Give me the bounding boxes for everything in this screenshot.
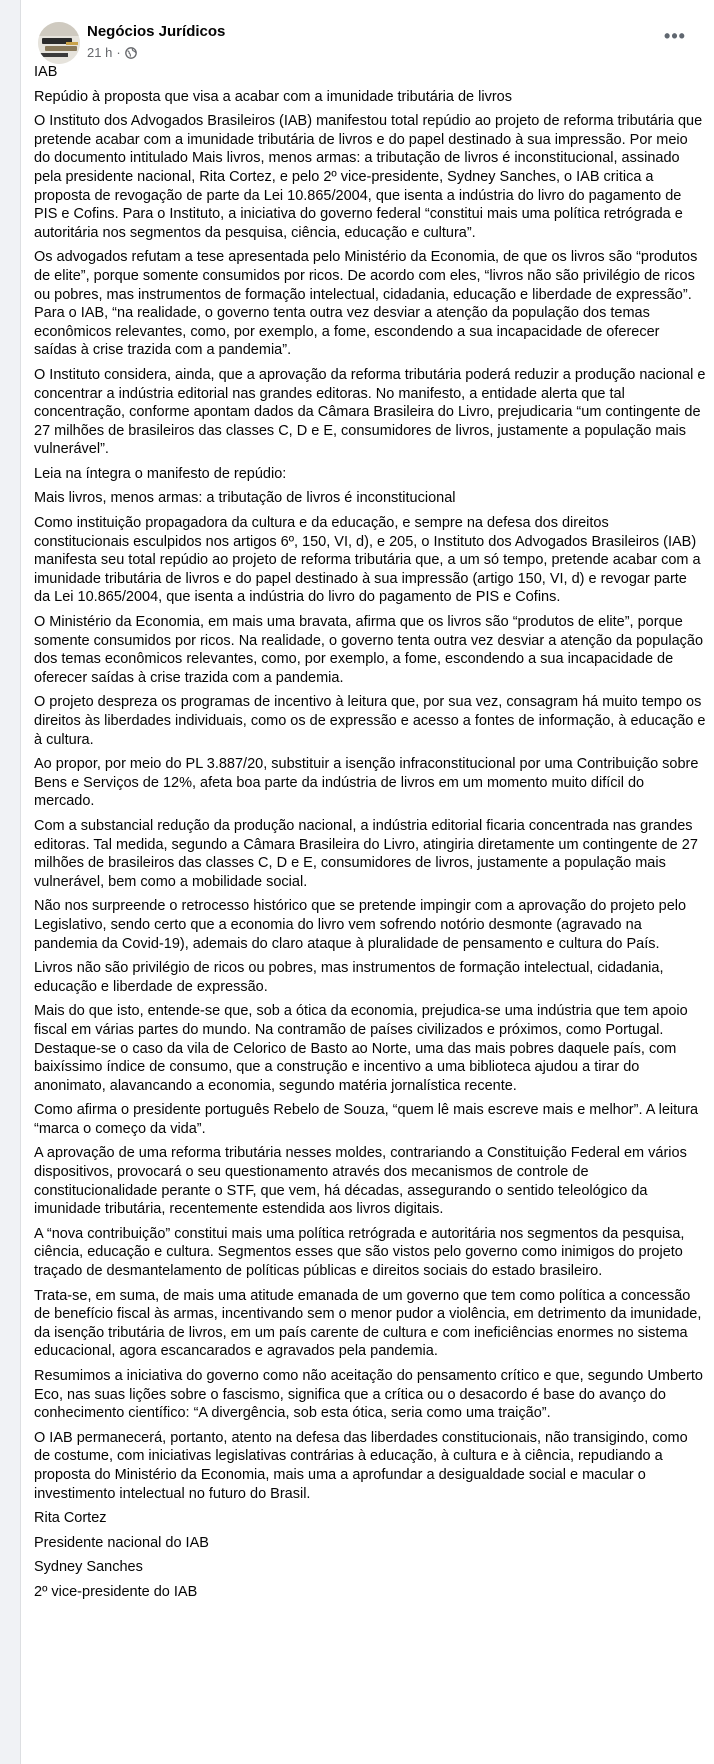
- post-card: [20, 0, 714, 1764]
- post-paragraph: O Ministério da Economia, em mais uma bravata, afirma que os livros são “produtos de elite”, porque somente consumidos por ricos. Na realidade, o governo tenta outra vez desviar a atenção da população dos temas econômicos relevantes, como, por exemplo, a fome, escondendo a sua incapacidade de oferecer saídas à crise trazida com a pandemia.: [34, 614, 704, 686]
- post-paragraph: Com a substancial redução da produção nacional, a indústria editorial ficaria concentrada nas grandes editoras. Tal medida, segundo a Câmara Brasileira do Livro, atingiria diretamente um contingente de 27 milhões de brasileiros das classes C, D e E, consumidores de livros, justamente a população mais vulnerável, bem como a mobilidade social.: [34, 817, 698, 890]
- post-paragraph: O Instituto considera, ainda, que a aprovação da reforma tributária poderá reduzir a produção nacional e concentrar a indústria editorial nas grandes editoras. No manifesto, a entidade alerta que tal concentração, conforme apontam dados da Câmara Brasileira do Livro, prejudicaria “um contingente de 27 milhões de brasileiros das classes C, D e E, consumidores de livros, justamente a população mais vulnerável”.: [34, 366, 706, 458]
- signature-name: Sydney Sanches: [34, 1559, 143, 1576]
- more-options-icon[interactable]: •••: [664, 26, 686, 46]
- post-paragraph: O projeto despreza os programas de incentivo à leitura que, por sua vez, consagram há muito tempo os direitos às liberdades individuais, como os de expressão e acesso a fontes de informação, à educação e à cultura.: [34, 694, 706, 748]
- post-paragraph: Repúdio à proposta que visa a acabar com a imunidade tributária de livros: [34, 88, 512, 105]
- post-paragraph: A “nova contribuição” constitui mais uma política retrógrada e autoritária nos segmentos da pesquisa, ciência, educação e cultura. Segmentos esses que são vistos pelo governo como inimigos do projeto traçado de desmantelamento de políticas públicas e direitos sociais do estado brasileiro.: [34, 1225, 685, 1280]
- post-time[interactable]: 21 h: [87, 45, 113, 60]
- post-meta: [87, 45, 137, 60]
- avatar[interactable]: [38, 22, 80, 64]
- meta-separator: ·: [116, 45, 121, 60]
- post-paragraph: O IAB permanecerá, portanto, atento na defesa das liberdades constitucionais, não transigindo, como de costume, com iniciativas legislativas contrárias à educação, à cultura e à ciência, repudiando a proposta do Ministério da Economia, mais uma a aprofundar a desigualdade social e macular o investimento intelectual no futuro do Brasil.: [34, 1429, 688, 1502]
- globe-icon: [125, 47, 137, 59]
- post-paragraph: Como instituição propagadora da cultura e da educação, e sempre na defesa dos direitos constitucionais esculpidos nos artigos 6º, 150, VI, d), e 205, o Instituto dos Advogados Brasileiros (IAB) manifesta seu total repúdio ao projeto de reforma tributária que, a um só tempo, pretende acabar com a imunidade tributária de livros e do papel destinado à sua impressão (artigo 150, VI, d) e revogar parte da Lei 10.865/2004, que isenta a indústria do livro do pagamento de PIS e Cofins.: [34, 515, 701, 606]
- post-paragraph: O Instituto dos Advogados Brasileiros (IAB) manifestou total repúdio ao projeto de reforma tributária que pretende acabar com a imunidade tributária de livros e do papel destinado à sua impressão. Por meio do documento intitulado Mais livros, menos armas: a tributação de livros é inconstitucional, assinado pela presidente nacional, Rita Cortez, e pelo 2º vice-presidente, Sydney Sanches, o IAB critica a proposta de revogação de parte da Lei 10.865/2004, que isenta a indústria do livro do pagamento de PIS e Cofins. Para o Instituto, a iniciativa do governo federal “constitui mais uma política retrógrada e autoritária nos segmentos da pesquisa, ciência, educação e cultura”.: [34, 113, 703, 241]
- post-paragraph: Leia na íntegra o manifesto de repúdio:: [34, 465, 287, 482]
- signature-name: Rita Cortez: [34, 1510, 107, 1527]
- avatar-image: [38, 22, 80, 64]
- post-paragraph: Mais livros, menos armas: a tributação de livros é inconstitucional: [34, 490, 456, 507]
- post-paragraph: Trata-se, em suma, de mais uma atitude emanada de um governo que tem como política a concessão de benefício fiscal às armas, incentivando sem o menor pudor a violência, em detrimento da imunidade, da isenção tributária de livros, em um país carente de cultura e com ineficiências enormes no sistema educacional, agora escancarados e agravados pela pandemia.: [34, 1287, 702, 1360]
- post-paragraph: Os advogados refutam a tese apresentada pelo Ministério da Economia, de que os livros são “produtos de elite”, porque somente consumidos por ricos. De acordo com eles, “livros não são privilégio de ricos ou pobres, mas instrumentos de formação intelectual, cidadania, educação e liberdade de expressão”. Para o IAB, “na realidade, o governo tenta outra vez desviar a atenção da população dos temas econômicos relevantes, como, por exemplo, a fome, escondendo a sua incapacidade de oferecer saídas à crise trazida com a pandemia”.: [34, 249, 698, 359]
- page-name[interactable]: Negócios Jurídicos: [87, 23, 226, 40]
- post-header: [21, 0, 714, 70]
- post-paragraph: Como afirma o presidente português Rebelo de Souza, “quem lê mais escreve mais e melhor”. A leitura “marca o começo da vida”.: [34, 1102, 699, 1137]
- signature-title: Presidente nacional do IAB: [34, 1534, 209, 1551]
- post-paragraph: Não nos surpreende o retrocesso histórico que se pretende impingir com a aprovação do projeto pelo Legislativo, sendo certo que a economia do livro vem sofrendo notório desmonte (agravado na pandemia da Covid-19), ademais do claro ataque à pluralidade de pensamento e cultura do País.: [34, 898, 687, 952]
- post-paragraph: Mais do que isto, entende-se que, sob a ótica da economia, prejudica-se uma indústria que tem apoio fiscal em várias partes do mundo. Na contramão de países civilizados e próximos, como Portugal. Destaque-se o caso da vila de Celorico de Basto ao Norte, uma das mais pobres daquele país, com baixíssimo índice de consumo, que a construção e incentivo a uma biblioteca ajudou a tirar do anonimato, alavancando a economia, segundo matéria jornalística recente.: [34, 1003, 688, 1094]
- signature-title: 2º vice-presidente do IAB: [34, 1583, 198, 1600]
- post-paragraph: Livros não são privilégio de ricos ou pobres, mas instrumentos de formação intelectual, cidadania, educação e liberdade de expressão.: [34, 960, 664, 995]
- post-paragraph: Resumimos a iniciativa do governo como não aceitação do pensamento crítico e que, segundo Umberto Eco, nas suas lições sobre o fascismo, significa que a crítica ou o desacordo é base do avanço do conhecimento científico: “A divergência, sob esta ótica, seria como uma traição”.: [34, 1368, 703, 1422]
- post-paragraph: A aprovação de uma reforma tributária nesses moldes, contrariando a Constituição Federal em vários dispositivos, provocará o seu questionamento através dos mecanismos de controle de constitucionalidade perante o STF, que vem, há décadas, assegurando o sentido teleológico da imunidade tributária, recentemente estendida aos livros digitais.: [34, 1145, 687, 1218]
- post-paragraph: Ao propor, por meio do PL 3.887/20, substituir a isenção infraconstitucional por uma Contribuição sobre Bens e Serviços de 12%, afeta boa parte da indústria de livros em um momento muito difícil do mercado.: [34, 756, 699, 810]
- post-body: [34, 63, 706, 1608]
- post-paragraph: IAB: [34, 64, 58, 80]
